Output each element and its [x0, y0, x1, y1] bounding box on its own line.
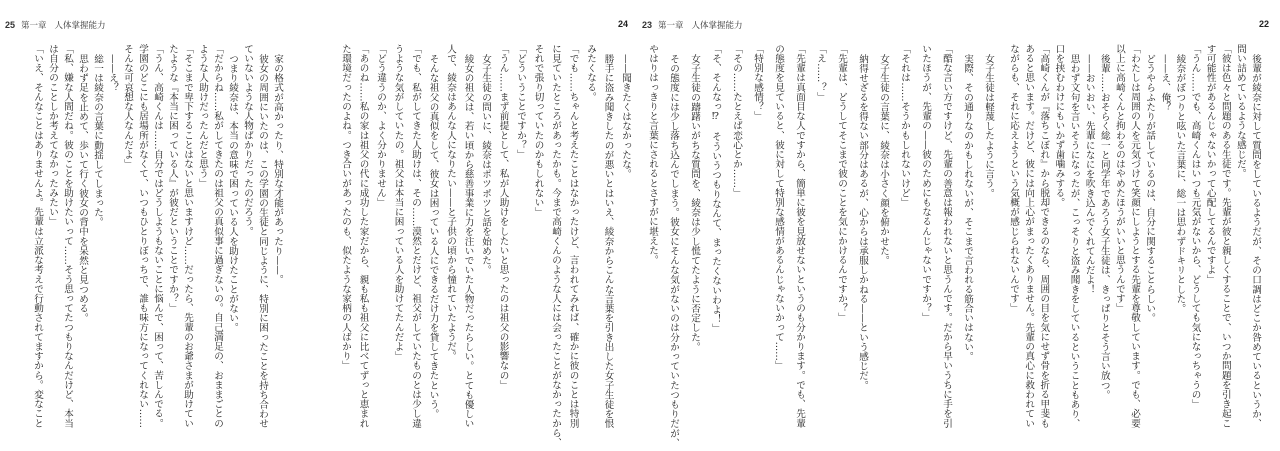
- text-line: 「うん……まず前提として、私が人助けをしたいと思ったのは祖父の影響なの」: [497, 44, 509, 390]
- text-line: 「わたしは周囲の人を元気づけて笑顔にしようとする先輩を尊敬しています。でも、必要: [1129, 44, 1140, 428]
- text-line: ていないような人物ばかりだったのだろう。: [242, 44, 253, 236]
- text-line: それで張り切っていたのかもしれない」: [532, 44, 544, 217]
- text-line: 女子生徒の躊躇いがちな質問を、綾奈は少し慌てたように否定した。: [689, 53, 700, 352]
- text-line: 「彼は色々と問題のある生徒です。先輩が彼と親しくすることで、いつか問題を引き起こ: [1219, 44, 1231, 428]
- page-number: 24: [618, 19, 629, 29]
- running-header: [5, 19, 106, 31]
- text-line: 「その……たとえば恋心とか……」: [731, 44, 742, 198]
- text-line: 「それは……そうかもしれないけど」: [899, 44, 910, 208]
- text-line: 「先輩は、どうしてそこまで彼のことを気にかけるんですか？」: [836, 44, 847, 323]
- chapter-label: 第一章: [658, 20, 684, 30]
- text-line: 「酷な言い方ですけど、先輩の善意は報われないと思うんです。だから早いうちに手を引: [941, 44, 952, 428]
- text-line: 思わず足を止めて、歩いて行く彼女の背中を呆然と見つめる。: [77, 53, 88, 323]
- page-text: [1008, 44, 1260, 426]
- text-line: 問い詰めているような感じだ。: [1234, 44, 1246, 179]
- text-line: 後輩……おそらく総一と同学年であろう女子生徒は、きっぱりとそう言い放つ。: [1098, 53, 1110, 400]
- text-line: うような気がしていたの。祖父は本当に困っている人を助けてたんだよ」: [392, 44, 404, 361]
- text-line: 「でも……ちゃんと考えたことはなかったけど、言われてみれば、確かに彼のことは特別: [567, 44, 579, 428]
- text-line: 「え……？」: [815, 44, 826, 102]
- text-line: 口を挟むわけにもいかず歯噛みする。: [1053, 44, 1065, 208]
- chapter-label: 第一章: [21, 20, 47, 30]
- text-line: 女子生徒の言葉に、綾奈は小さく顔を俯かせた。: [878, 53, 889, 265]
- text-line: 女子生徒の問いに、綾奈はポツポツと話を始めた。: [480, 53, 491, 275]
- text-line: の態度を見ていると、彼に対して特別な感情があるんじゃないかって……」: [773, 44, 784, 371]
- text-line: ような人助けだったんだと思う」: [197, 44, 208, 188]
- text-line: 彼女の周囲にいたのは、この学園の生徒と同じように、特別に困ったことを持ち合わせ: [257, 53, 268, 428]
- text-line: は自分のことしか考えてなかったみたい」: [47, 44, 58, 227]
- text-line: 「いえ、そんなことはありませんよ。先輩は立派な考えで行動されてますから。変なこと: [32, 44, 43, 428]
- text-line: 綾女の祖父は、若い頃から慈善事業に力を注いでいた人物だったらしい。とても優しい: [462, 53, 474, 428]
- text-line: やはりはっきりと言葉にされるとさすがに堪えた。: [647, 44, 658, 265]
- text-line: 実際、その通りなのかもしれないが、そこまで言われる筋合いはない。: [962, 53, 973, 361]
- page-25: [0, 0, 283, 451]
- text-line: 「どう違うのか、よく分かりません」: [375, 44, 386, 208]
- page-number: 22: [1259, 19, 1270, 29]
- text-line: 家の格式が高かったり、特別な才能があったり——。: [272, 53, 283, 284]
- text-line: 「特別な感情？」: [752, 44, 763, 121]
- text-line: 綾奈がぽつりと呟いた言葉に、総一は思わずドキリとした。: [1174, 53, 1186, 313]
- page-24: [268, 0, 635, 451]
- text-line: その態度には少し落ち込んでしまう。彼女にそんな気がないのは分かっていたつもりだが、: [668, 53, 679, 448]
- text-line: そんな可哀想な人なんだよ」: [122, 44, 133, 169]
- text-line: 「そ、そんなっ⁉ そういうつもりなんて、まったくないわよ！」: [710, 44, 721, 334]
- text-line: ながらも、それに応えようという気概が感じられないんです」: [1008, 44, 1019, 313]
- text-line: ——え？: [107, 53, 118, 92]
- text-line: 「高崎くんが『落ちこぼれ』から脱却できるのなら、周囲の目を気にせず骨を折る甲斐も: [1038, 44, 1050, 428]
- text-line: に見ていたところがあったかも。今まで高崎くんのような人には会ったことがなかったから、: [550, 44, 561, 448]
- text-line: 納得せざるを得ない部分はあるが、心からは承服しかねる——という感じだ。: [857, 53, 868, 390]
- chapter-title: 人体掌握能力: [54, 20, 106, 30]
- page-text: [32, 44, 282, 426]
- text-line: 後輩が綾奈に対して質問をしているようだが、その口調はどこか咎めているというか、: [1250, 53, 1261, 428]
- text-line: 「そこまで卑下することはないと思いますけど……だったら、先輩のお爺さまが助けてい: [182, 44, 193, 428]
- text-line: ——え、俺？: [1159, 53, 1171, 112]
- page-text: [647, 44, 994, 448]
- text-line: 人で、綾奈はあんな人になりたい——と子供の頃から憧れていたようだ。: [445, 44, 456, 361]
- text-line: 「だからね……私がしてきたのは祖父の真似事に過ぎないの。自己満足の、おままごとの: [212, 44, 223, 428]
- text-line: そんな祖父の真似をして、彼女は困っている人にできるだけ力を貸してきたという。: [427, 53, 439, 419]
- text-line: あると思います。だけど、彼には向上心がまったくありません。先輩の真心に救われてい: [1023, 44, 1035, 428]
- text-line: いたほうが、先輩の——彼のためにもなるんじゃないですか？」: [920, 44, 931, 323]
- text-line: 学園のどこにも居場所がなくて、いつもひとりぼっちで、誰も味方になってくれない……: [137, 44, 148, 428]
- text-line: みたくなる。: [585, 44, 596, 102]
- text-line: 「うん、高崎くんは……自分ではどうしようもないことに悩んで、困って、苦しんでる。: [152, 44, 163, 428]
- text-line: ——聞きたくはなかったな。: [620, 53, 631, 179]
- text-line: つまり綾奈は、本当の意味で困っている人を助けたことがない。: [227, 53, 238, 332]
- page-number: 23: [642, 20, 653, 30]
- text-line: 「私、嫌な人間だね。彼のことを助けたいって……そう思ってたつもりなんだけど、本当: [62, 44, 73, 428]
- text-line: ——おいおい、先輩になにを吹き込んでくれてんだよ！: [1083, 53, 1095, 294]
- text-line: 「どういうことですか？」: [515, 44, 526, 160]
- page-22: [1000, 0, 1280, 451]
- text-line: 「でも、私がしてきた人助けは、その……漠然とだけど、祖父がしていたものとは少し違: [410, 44, 421, 428]
- running-header: [642, 19, 743, 31]
- page-23: [635, 0, 1000, 451]
- page-text: [340, 44, 631, 448]
- text-line: 「先輩は真面目な人ですから、簡単に彼を見放せないというのも分かります。でも、先輩: [794, 44, 805, 428]
- text-line: 以上に高崎くんと拘わるのはやめたほうがいいと思うんです」: [1113, 44, 1125, 313]
- text-line: す可能性があるんじゃないかって心配してるんですよ」: [1204, 44, 1216, 284]
- text-line: た環境だったのよね。つき合いがあったのも、似たような家柄の人ばかり」: [340, 44, 351, 371]
- text-line: どうやらふたりが話しているのは、自分に関することらしい。: [1144, 53, 1156, 323]
- chapter-title: 人体掌握能力: [691, 20, 743, 30]
- text-line: 「うん……でも、高崎くんはいつも元気がないから、どうしても気になっちゃうの」: [1189, 44, 1201, 409]
- page-number: 25: [5, 20, 16, 30]
- text-line: 「あのね……私の家は祖父の代に成功した家だから、親も私も祖父に比べてずっと恵まれ: [357, 44, 369, 428]
- text-line: 総一は綾奈の言葉に動揺してしまった。: [92, 53, 103, 227]
- text-line: 女子生徒は軽蔑したように言う。: [983, 53, 994, 198]
- text-line: 勝手に盗み聞きしたのが悪いとはいえ、綾奈からこんな言葉を引き出した女子生徒を恨: [602, 53, 614, 428]
- text-line: 思わず文句を言いそうになったが、こっそりと盗み聞きをしているということもあり、: [1068, 53, 1080, 428]
- text-line: たような『本当に困っている人』が彼だということですか？」: [167, 44, 178, 313]
